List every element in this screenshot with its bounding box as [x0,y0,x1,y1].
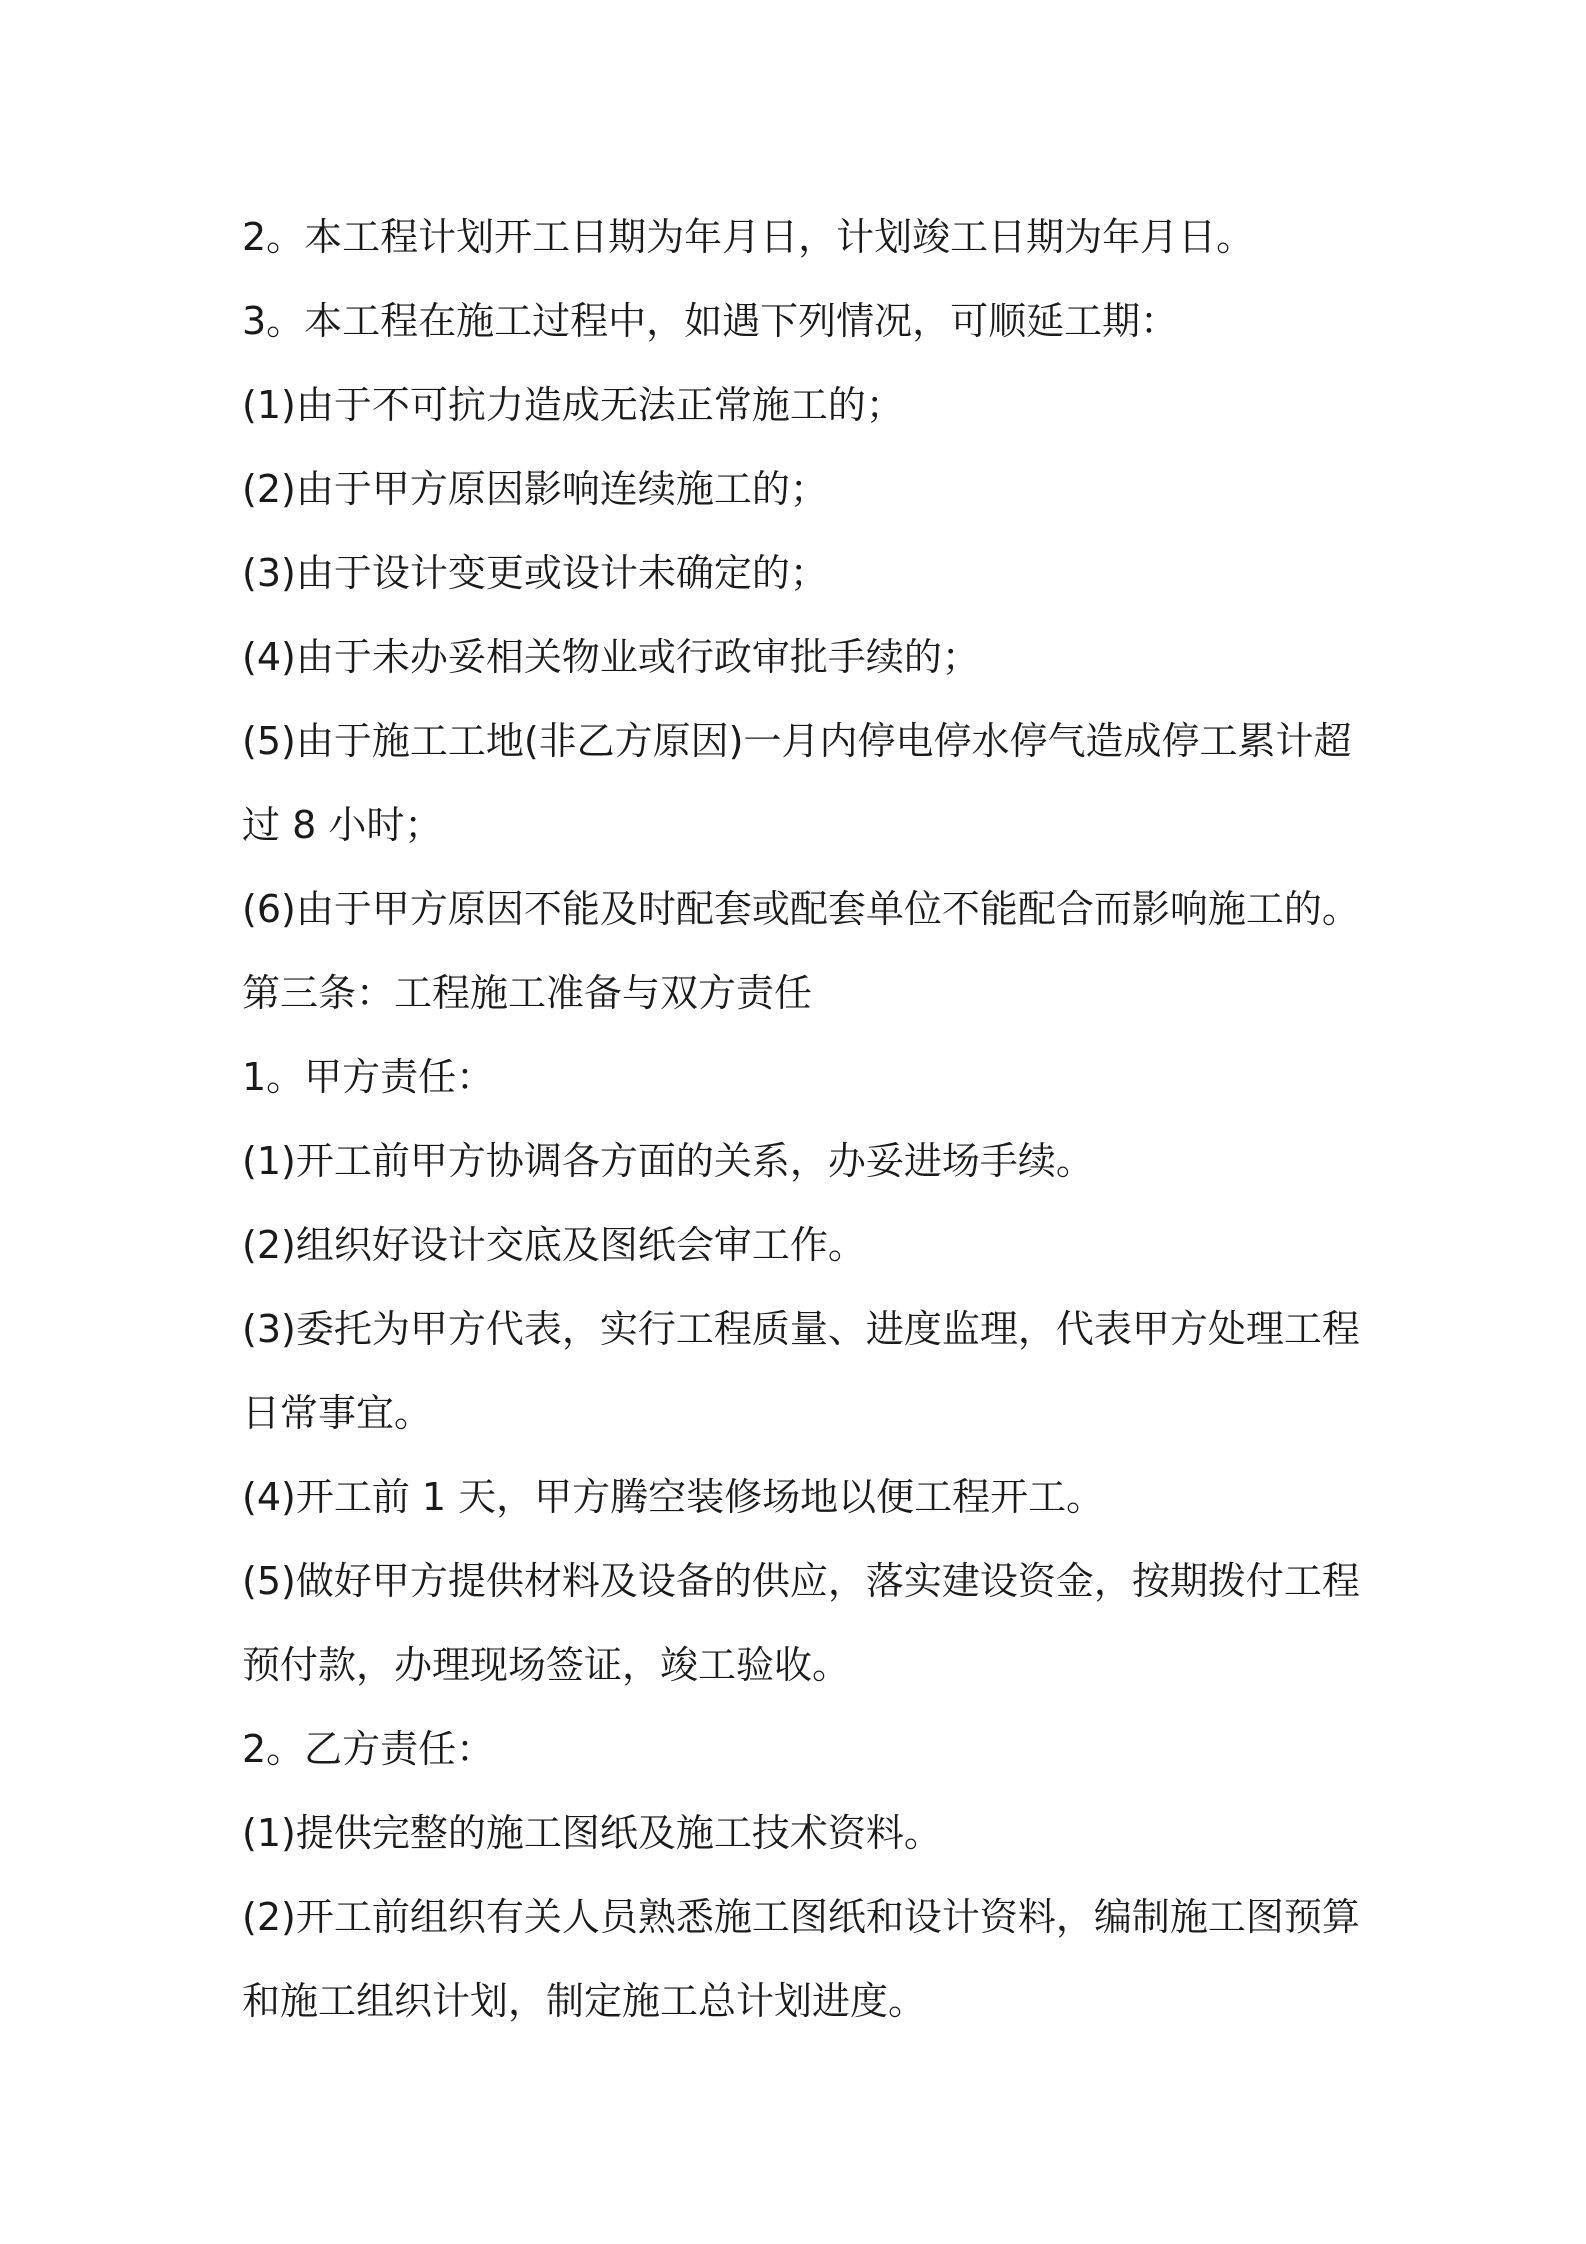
text-line: (1)开工前甲方协调各方面的关系，办妥进场手续。 [242,1139,1094,1183]
text-line: (1)由于不可抗力造成无法正常施工的； [242,383,904,427]
text-line: (3)委托为甲方代表，实行工程质量、进度监理，代表甲方处理工程 [242,1307,1360,1351]
text-line: (2)开工前组织有关人员熟悉施工图纸和设计资料，编制施工图预算 [242,1895,1360,1939]
text-line: 3。本工程在施工过程中，如遇下列情况，可顺延工期： [242,299,1179,343]
document-body [242,195,1372,2043]
text-line: (4)由于未办妥相关物业或行政审批手续的； [242,635,980,679]
subsection-heading: 2。乙方责任： [242,1727,495,1771]
text-line: 2。本工程计划开工日期为年月日，计划竣工日期为年月日。 [242,215,1255,259]
text-line: (2)组织好设计交底及图纸会审工作。 [242,1223,866,1267]
text-line: (5)做好甲方提供材料及设备的供应，落实建设资金，按期拨付工程 [242,1559,1360,1603]
text-line: 过 8 小时； [242,803,443,847]
text-line: 和施工组织计划，制定施工总计划进度。 [242,1979,927,2023]
text-line: 日常事宜。 [242,1391,433,1435]
text-line: (6)由于甲方原因不能及时配套或配套单位不能配合而影响施工的。 [242,887,1360,931]
text-line: (2)由于甲方原因影响连续施工的； [242,467,828,511]
text-line: (3)由于设计变更或设计未确定的； [242,551,828,595]
subsection-heading: 1。甲方责任： [242,1055,495,1099]
text-line: (5)由于施工工地(非乙方原因)一月内停电停水停气造成停工累计超 [242,719,1352,763]
section-heading: 第三条：工程施工准备与双方责任 [242,971,813,1015]
text-line: (4)开工前 1 天，甲方腾空装修场地以便工程开工。 [242,1475,1105,1519]
text-line: (1)提供完整的施工图纸及施工技术资料。 [242,1811,942,1855]
text-line: 预付款，办理现场签证，竣工验收。 [242,1643,851,1687]
